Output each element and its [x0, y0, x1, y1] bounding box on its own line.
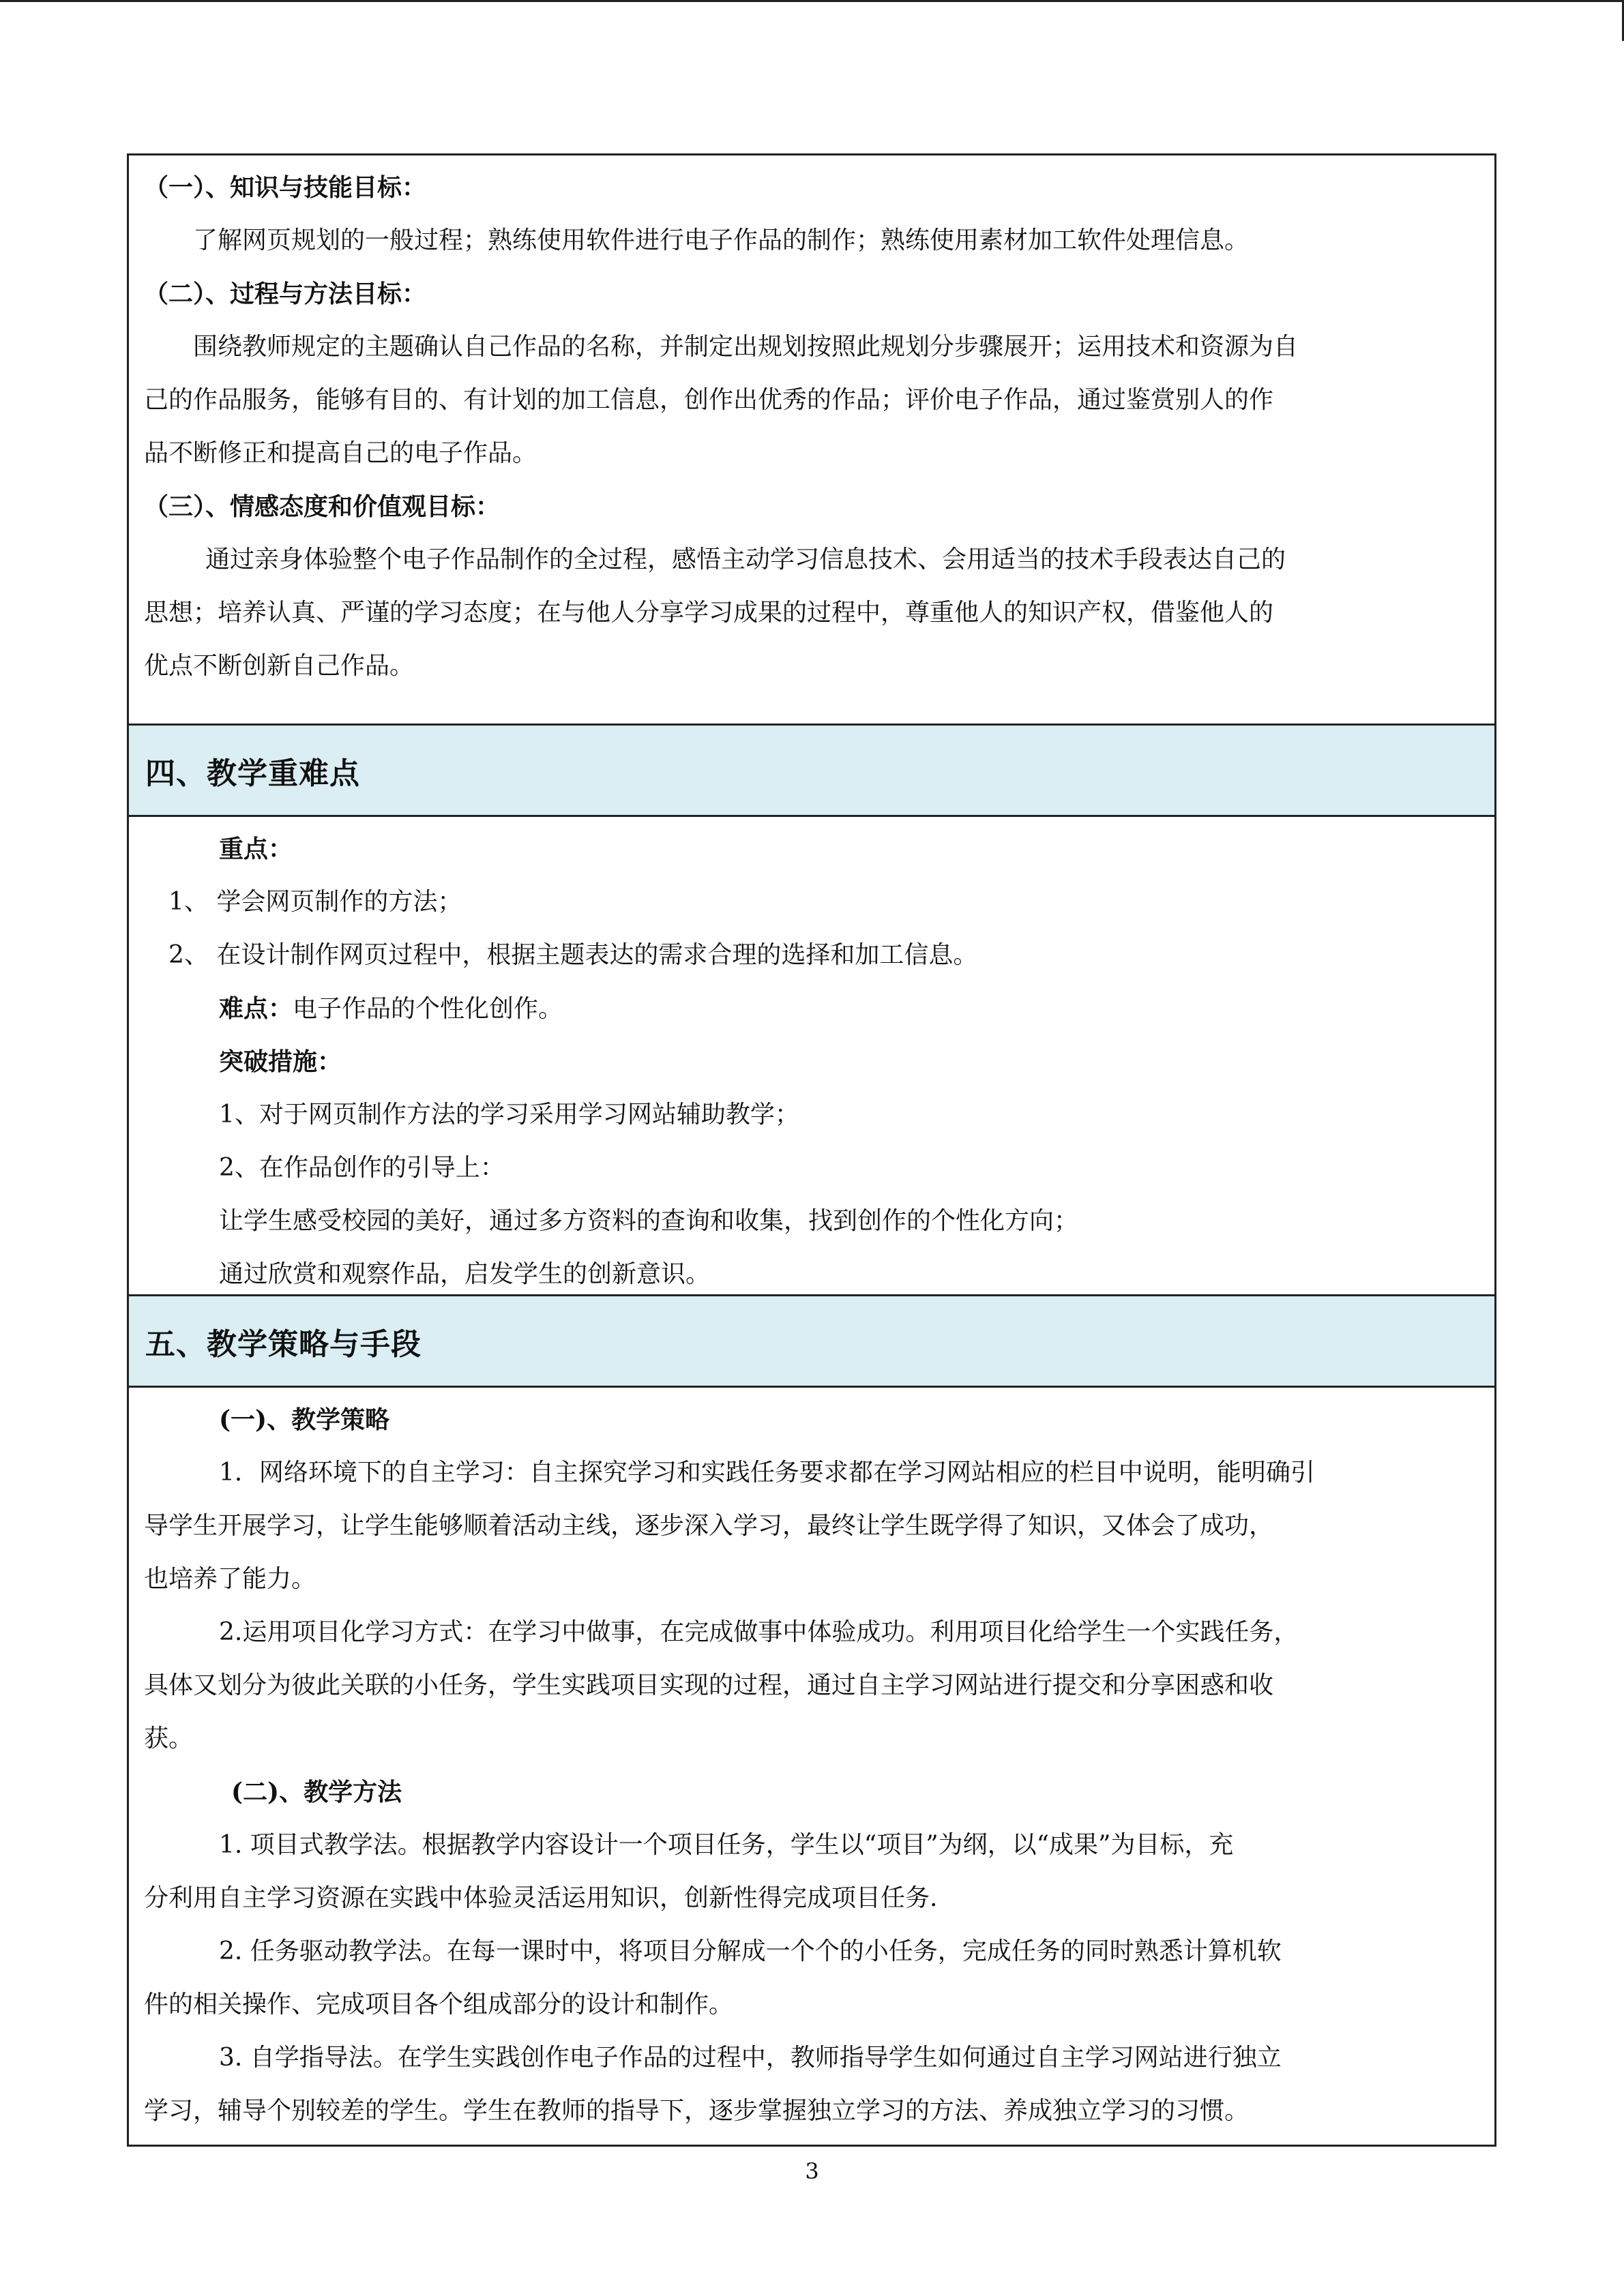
method-line: 学习，辅导个别较差的学生。学生在教师的指导下，逐步掌握独立学习的方法、养成独立学习的习惯。 [144, 2097, 1250, 2125]
attitude-goal-line: 通过亲身体验整个电子作品制作的全过程，感悟主动学习信息技术、会用适当的技术手段表达自己的 [205, 546, 1286, 573]
objectives-cell [129, 155, 1494, 726]
lesson-plan-table [127, 153, 1496, 2147]
focus-item: 1、 学会网页制作的方法； [168, 888, 462, 916]
measure-item: 通过欣赏和观察作品，启发学生的创新意识。 [219, 1260, 711, 1288]
knowledge-goal-text: 了解网页规划的一般过程；熟练使用软件进行电子作品的制作；熟练使用素材加工软件处理信息。 [193, 226, 1250, 254]
strategy-paragraph-line: 1．网络环境下的自主学习：自主探究学习和实践任务要求都在学习网站相应的栏目中说明，能明确引 [219, 1459, 1315, 1487]
process-goal-line: 己的作品服务，能够有目的、有计划的加工信息，创作出优秀的作品；评价电子作品，通过鉴赏别人的作 [144, 386, 1274, 414]
attitude-goal-line: 优点不断创新自己作品。 [144, 652, 415, 680]
knowledge-goal-heading: （一）、知识与技能目标： [144, 173, 427, 202]
process-goal-line: 品不断修正和提高自己的电子作品。 [144, 439, 537, 467]
process-goal-heading: （二）、过程与方法目标： [144, 280, 427, 308]
measure-item: 让学生感受校园的美好，通过多方资料的查询和收集，找到创作的个性化方向； [219, 1207, 1079, 1235]
strategy-heading: (一)、教学策略 [219, 1405, 390, 1434]
section-four-header: 四、教学重难点 [129, 726, 1494, 817]
measures-label: 突破措施： [219, 1047, 342, 1076]
attitude-goal-heading: （三）、情感态度和价值观目标： [144, 492, 501, 521]
strategy-paragraph-line: 2.运用项目化学习方式：在学习中做事，在完成做事中体验成功。利用项目化给学生一个实践任务， [219, 1618, 1299, 1646]
page-number: 3 [805, 2158, 819, 2184]
method-line: 1. 项目式教学法。根据教学内容设计一个项目任务，学生以“项目”为纲，以“成果”为目标，充 [219, 1831, 1234, 1859]
strategy-paragraph-line: 具体又划分为彼此关联的小任务，学生实践项目实现的过程，通过自主学习网站进行提交和分享困惑和收 [144, 1671, 1274, 1699]
page-top-border [0, 0, 1624, 2]
method-line: 分利用自主学习资源在实践中体验灵活运用知识，创新性得完成项目任务. [144, 1884, 938, 1912]
measure-item: 2、在作品创作的引导上： [219, 1154, 505, 1182]
focus-item: 2、 在设计制作网页过程中，根据主题表达的需求合理的选择和加工信息。 [168, 941, 978, 969]
method-line: 3. 自学指导法。在学生实践创作电子作品的过程中，教师指导学生如何通过自主学习网站进行独立 [219, 2044, 1282, 2072]
method-heading: (二)、教学方法 [231, 1778, 402, 1806]
focus-label: 重点： [219, 835, 293, 863]
difficulty-row [144, 982, 1475, 1035]
attitude-goal-line: 思想；培养认真、严谨的学习态度；在与他人分享学习成果的过程中，尊重他人的知识产权，借鉴他人的 [144, 599, 1274, 627]
method-line: 2. 任务驱动教学法。在每一课时中，将项目分解成一个个的小任务，完成任务的同时熟悉计算机软 [219, 1937, 1282, 1965]
process-goal-line: 围绕教师规定的主题确认自己作品的名称，并制定出规划按照此规划分步骤展开；运用技术和资源为自 [193, 333, 1299, 361]
measure-item: 1、对于网页制作方法的学习采用学习网站辅助教学； [219, 1101, 799, 1129]
method-line: 件的相关操作、完成项目各个组成部分的设计和制作。 [144, 1991, 734, 2018]
strategy-paragraph-line: 获。 [144, 1725, 194, 1753]
strategy-paragraph-line: 导学生开展学习，让学生能够顺着活动主线，逐步深入学习，最终让学生既学得了知识，又体会了成功， [144, 1512, 1274, 1540]
key-points-cell [129, 817, 1494, 1296]
difficulty-label: 难点： [219, 994, 293, 1023]
section-five-header: 五、教学策略与手段 [129, 1296, 1494, 1388]
strategy-cell [129, 1388, 1494, 2145]
strategy-paragraph-line: 也培养了能力。 [144, 1565, 316, 1593]
difficulty-text: 电子作品的个性化创作。 [293, 995, 563, 1023]
